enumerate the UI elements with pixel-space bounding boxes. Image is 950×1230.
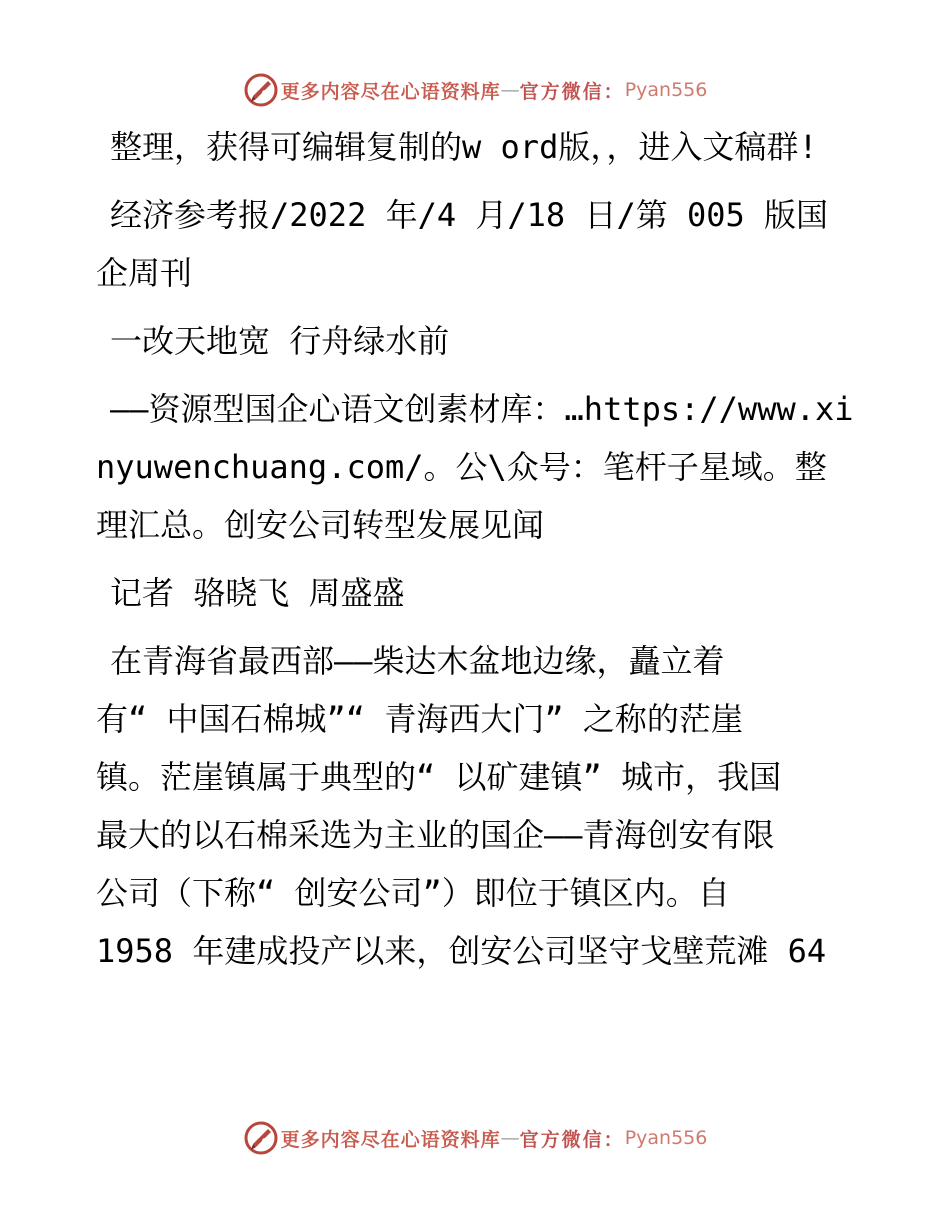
- logo-seal-icon: [243, 72, 279, 108]
- body-line: 在青海省最西部——柴达木盆地边缘，矗立着: [110, 642, 725, 680]
- document-body: [96, 118, 856, 980]
- article-body: [96, 632, 856, 980]
- body-line: 1958 年建成投产以来，创安公司坚守戈壁荒滩 64: [96, 932, 827, 970]
- body-line: 镇。茫崖镇属于典型的“ 以矿建镇” 城市，我国: [96, 758, 782, 796]
- banner-wechat-id: Pyan556: [624, 79, 708, 101]
- body-line: 最大的以石棉采选为主业的国企——青海创安有限: [96, 816, 775, 854]
- article-subtitle: ——资源型国企心语文创素材库：…https://www.xinyuwenchuang.com/。公\众号：笔杆子星域。整理汇总。创安公司转型发展见闻: [96, 390, 854, 544]
- banner-separator: —: [500, 79, 520, 101]
- banner-wechat-label: 官方微信：: [519, 1128, 625, 1151]
- article-byline: 记者 骆晓飞 周盛盛: [110, 574, 405, 612]
- footer-banner: [0, 1118, 950, 1158]
- body-line: 公司（下称“ 创安公司”）即位于镇区内。自: [96, 874, 730, 912]
- header-banner: [0, 70, 950, 110]
- body-line: 有“ 中国石棉城”“ 青海西大门” 之称的茫崖: [96, 700, 743, 738]
- paragraph-intro: 整理，获得可编辑复制的w ord版，，进入文稿群!: [110, 128, 818, 166]
- logo-seal-icon: [243, 1120, 279, 1156]
- banner-text: 更多内容尽在心语资料库: [280, 1128, 501, 1151]
- banner-separator: —: [500, 1127, 520, 1149]
- banner-text: 更多内容尽在心语资料库: [280, 80, 501, 103]
- paragraph-source: 经济参考报/2022 年/4 月/18 日/第 005 版国企周刊: [96, 196, 829, 292]
- banner-wechat-id: Pyan556: [624, 1127, 708, 1149]
- banner-wechat-label: 官方微信：: [519, 80, 625, 103]
- article-title: 一改天地宽 行舟绿水前: [110, 322, 450, 360]
